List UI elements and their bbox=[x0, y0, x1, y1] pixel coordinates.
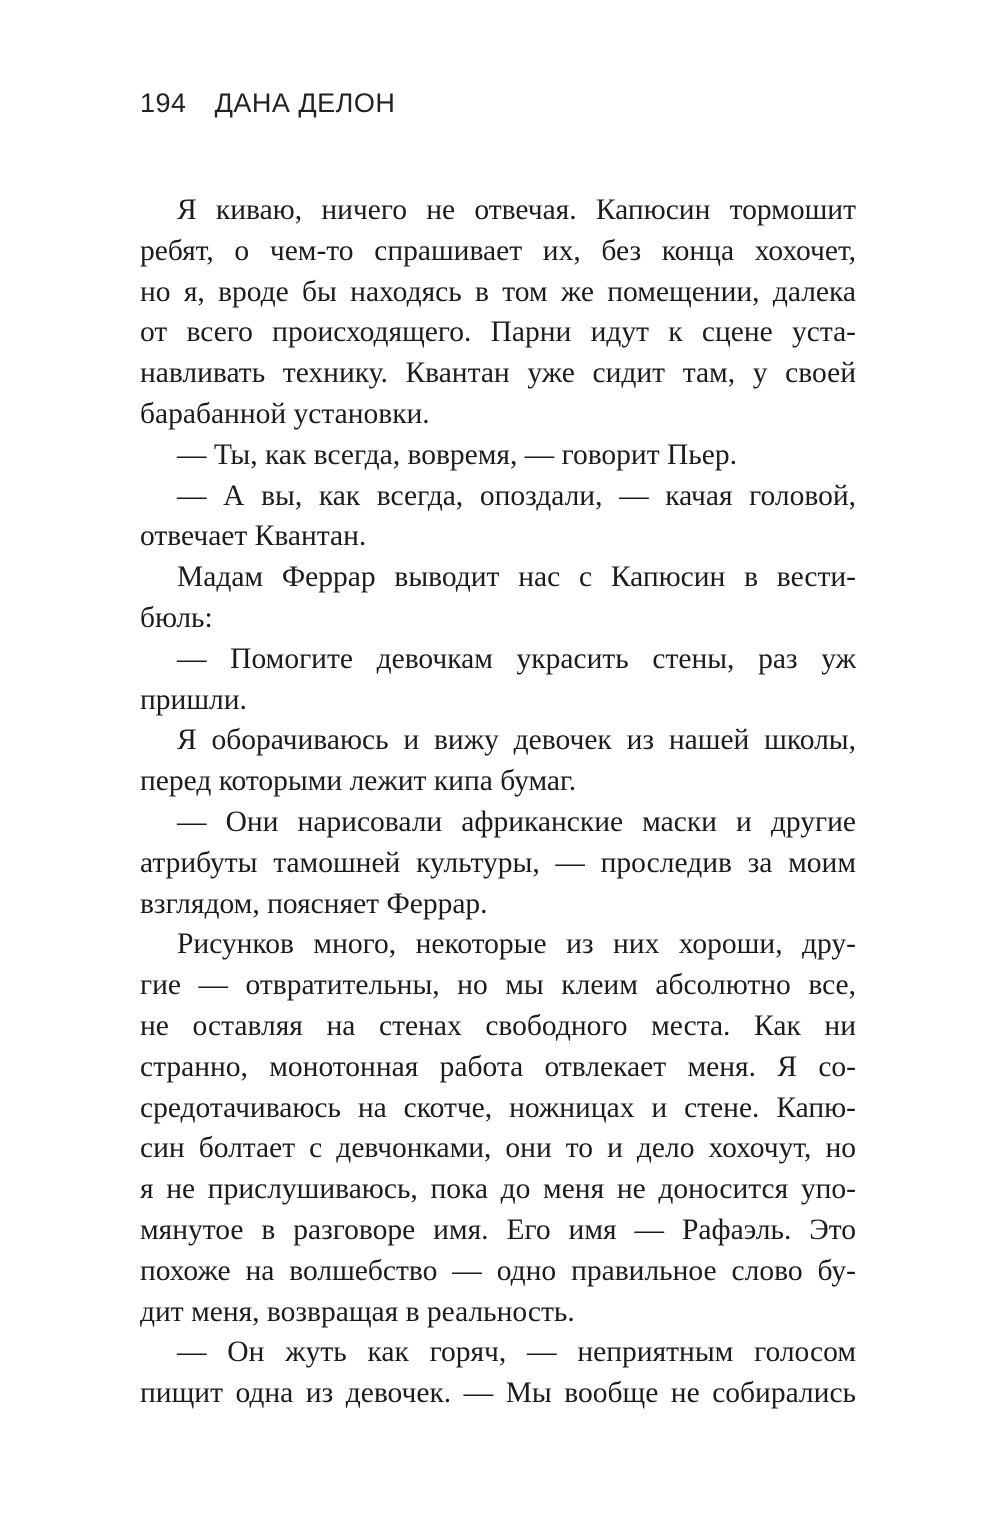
text-line: похоже на волшебство — одно правильное слово бу- bbox=[140, 1254, 856, 1287]
page-number: 194 bbox=[140, 88, 187, 118]
text-line: пищит одна из девочек. — Мы вообще не собирались bbox=[140, 1377, 856, 1410]
text-line: пришли. bbox=[140, 683, 247, 716]
text-line: Рисунков много, некоторые из них хороши, дру- bbox=[177, 928, 856, 961]
text-line: — Ты, как всегда, вовремя, — говорит Пьер. bbox=[177, 438, 737, 471]
text-line: — А вы, как всегда, опоздали, — качая головой, bbox=[177, 479, 856, 512]
text-line: но я, вроде бы находясь в том же помещении, далека bbox=[140, 275, 856, 308]
text-line: атрибуты тамошней культуры, — проследив за моим bbox=[140, 846, 856, 879]
text-line: отвечает Квантан. bbox=[140, 520, 367, 553]
text-line: навливать технику. Квантан уже сидит там, у своей bbox=[140, 357, 856, 390]
text-line: перед которыми лежит кипа бумаг. bbox=[140, 765, 577, 798]
text-line: бюль: bbox=[140, 601, 213, 634]
text-line: Мадам Феррар выводит нас с Капюсин в вести- bbox=[177, 561, 856, 594]
text-line: от всего происходящего. Парни идут к сцене уста- bbox=[140, 316, 856, 349]
text-line: гие — отвратительны, но мы клеим абсолютно все, bbox=[140, 969, 856, 1002]
text-line: взглядом, поясняет Феррар. bbox=[140, 887, 488, 920]
text-line: ребят, о чем-то спрашивает их, без конца хохочет, bbox=[140, 234, 856, 267]
running-head bbox=[140, 88, 395, 119]
text-line: странно, монотонная работа отвлекает меня. Я со- bbox=[140, 1050, 856, 1083]
text-line: не оставляя на стенах свободного места. Как ни bbox=[140, 1009, 856, 1042]
text-line: средотачиваюсь на скотче, ножницах и стене. Капю- bbox=[140, 1091, 856, 1124]
body-text bbox=[140, 190, 856, 1414]
text-line: я не прислушиваюсь, пока до меня не доносится упо- bbox=[140, 1173, 856, 1206]
text-line: — Помогите девочкам украсить стены, раз уж bbox=[177, 642, 856, 675]
text-line: Я оборачиваюсь и вижу девочек из нашей школы, bbox=[177, 724, 856, 757]
author-name: ДАНА ДЕЛОН bbox=[214, 88, 396, 118]
text-line: — Он жуть как горяч, — неприятным голосом bbox=[177, 1336, 856, 1369]
text-line: син болтает с девчонками, они то и дело хохочут, но bbox=[140, 1132, 856, 1165]
text-line: мянутое в разговоре имя. Его имя — Рафаэль. Это bbox=[140, 1213, 856, 1246]
text-line: барабанной установки. bbox=[140, 397, 430, 430]
text-line: дит меня, возвращая в реальность. bbox=[140, 1295, 575, 1328]
text-line: — Они нарисовали африканские маски и другие bbox=[177, 805, 856, 838]
text-line: Я киваю, ничего не отвечая. Капюсин тормошит bbox=[177, 194, 856, 226]
